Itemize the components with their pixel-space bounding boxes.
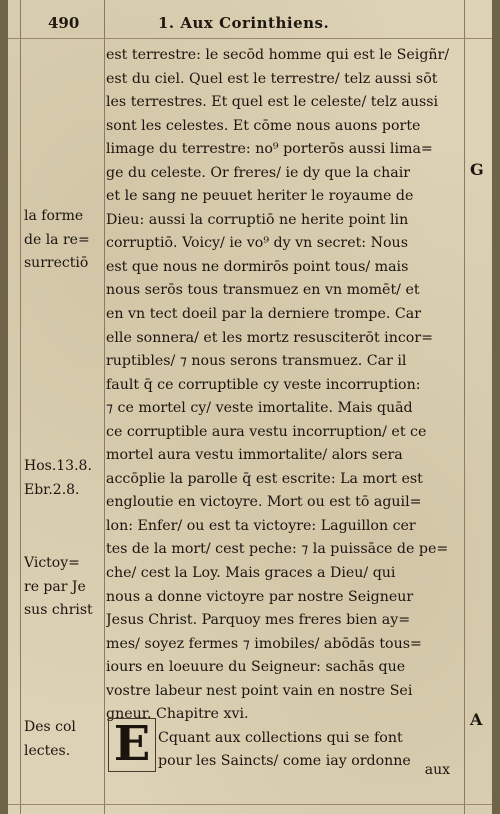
margin-note-line: la forme	[24, 208, 84, 224]
text-line: ce corruptible aura vestu incorruption/ et ce	[106, 423, 427, 440]
margin-mark: G	[470, 160, 484, 179]
chapter-open-line: pour les Saincts/ come iay ordonne	[158, 753, 411, 770]
margin-note-line: Ebr.2.8.	[24, 481, 80, 498]
text-line: est terrestre: le secōd homme qui est le Seigñr/	[106, 47, 450, 63]
text-line: corruptiō. Voicy/ ie vo⁹ dy vn secret: Nous	[106, 235, 408, 252]
page-number: 490	[48, 14, 80, 32]
footer-rule	[8, 804, 492, 805]
chapter-heading-line: gneur. Chapitre xvi.	[106, 706, 249, 723]
margin-mark: A	[470, 710, 483, 729]
text-line: iours en loeuure du Seigneur: sachās que	[106, 659, 406, 676]
margin-note-forme	[24, 205, 106, 276]
margin-note-line: lectes.	[24, 742, 71, 759]
margin-note-line: Des col	[24, 719, 76, 735]
drop-initial: E	[108, 718, 156, 772]
text-line: ruptibles/ ⁊ nous serons transmuez. Car il	[106, 353, 407, 370]
text-line: tes de la mort/ cest peche: ⁊ la puissāce de pe=	[106, 541, 449, 558]
text-line: che/ cest la Loy. Mais graces a Dieu/ qui	[106, 565, 396, 582]
catchword: aux	[424, 762, 450, 778]
margin-note-line: surrectiō	[24, 255, 89, 271]
text-line: sont les celestes. Et cōme nous auons porte	[106, 117, 421, 134]
text-line: nous serōs tous transmuez en vn momēt/ et	[106, 282, 420, 299]
text-line: engloutie en victoyre. Mort ou est tō aguil=	[106, 494, 422, 511]
text-line: ge du celeste. Or freres/ ie dy que la chair	[106, 164, 411, 181]
text-line: limage du terrestre: no⁹ porterōs aussi lima=	[106, 141, 433, 158]
text-line: les terrestres. Et quel est le celeste/ telz aussi	[106, 94, 439, 111]
text-line: est que nous ne dormirōs point tous/ mais	[106, 258, 409, 275]
margin-note-victoire	[24, 552, 106, 623]
text-line: lon: Enfer/ ou est ta victoyre: Laguillon cer	[106, 517, 416, 534]
margin-note-line: Hos.13.8.	[24, 458, 92, 474]
margin-note-line: de la re=	[24, 231, 90, 248]
text-line: Dieu: aussi la corruptiō ne herite point lin	[106, 211, 409, 228]
text-line: ⁊ ce mortel cy/ veste imortalite. Mais quād	[106, 400, 413, 417]
page-header	[48, 14, 472, 38]
text-line: accōplie la parolle q̄ est escrite: La mort est	[106, 470, 423, 487]
margin-note-line: re par Je	[24, 578, 86, 595]
margin-note-line: Victoy=	[24, 555, 80, 571]
body-text	[106, 44, 461, 774]
book-page	[8, 0, 492, 814]
chapter-open-line: Cquant aux collections qui se font	[158, 729, 403, 746]
text-line: et le sang ne peuuet heriter le royaume de	[106, 188, 414, 205]
running-head: 1. Aux Corinthiens.	[158, 14, 330, 32]
text-line: est du ciel. Quel est le terrestre/ telz aussi sōt	[106, 70, 438, 87]
text-line: Jesus Christ. Parquoy mes freres bien ay=	[106, 612, 411, 629]
text-line: mortel aura vestu immortalite/ alors sera	[106, 447, 403, 464]
text-line: elle sonnera/ et les mortz resusciterōt incor=	[106, 329, 434, 346]
text-line: vostre labeur nest point vain en nostre Sei	[106, 682, 413, 699]
text-line: fault q̄ ce corruptible cy veste incorruption:	[106, 376, 421, 393]
header-rule	[8, 38, 492, 39]
margin-rule-inner	[104, 0, 105, 814]
margin-rule-left	[20, 0, 21, 814]
text-line: nous a donne victoyre par nostre Seigneur	[106, 588, 414, 605]
text-line: mes/ soyez fermes ⁊ imobiles/ abōdās tous=	[106, 635, 422, 652]
margin-note-refs	[24, 455, 106, 502]
margin-note-line: sus christ	[24, 602, 93, 618]
margin-note-collectes	[24, 716, 106, 763]
margin-rule-right	[464, 0, 465, 814]
text-line: en vn tect doeil par la derniere trompe. Car	[106, 306, 421, 323]
